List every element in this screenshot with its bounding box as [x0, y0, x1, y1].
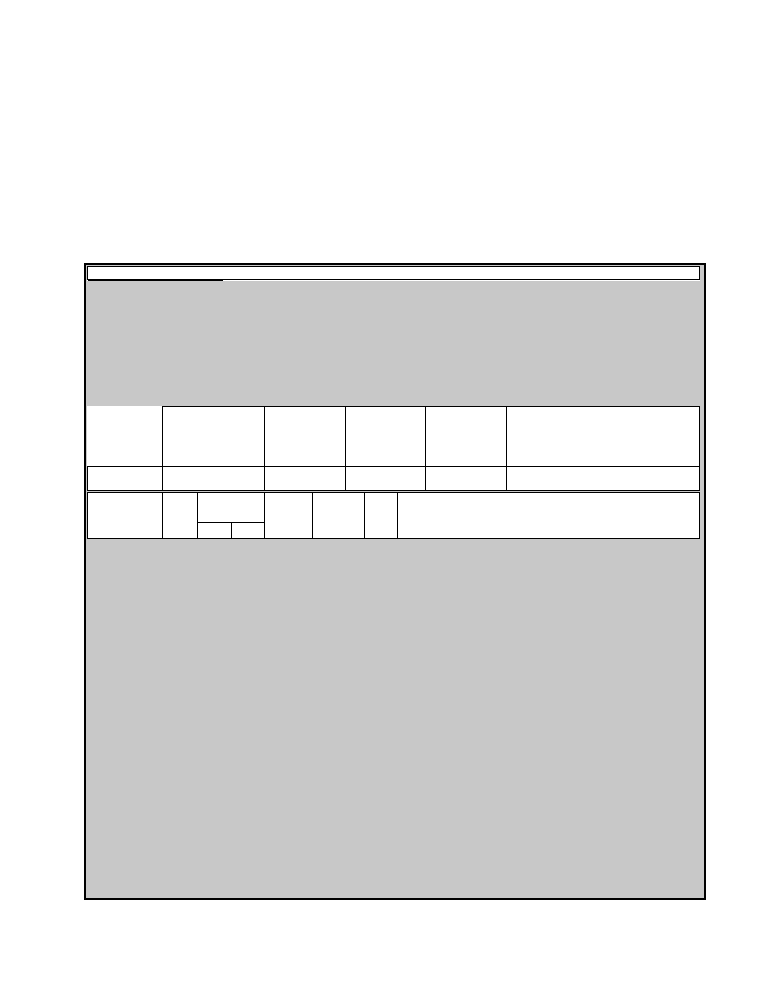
- mid-header-transformed: [162, 407, 264, 467]
- bottom-header-arrangements: [312, 493, 364, 539]
- mid-value-current: [426, 467, 507, 491]
- mid-header-registered: [345, 407, 426, 467]
- mid-header-notes: [507, 407, 700, 467]
- bottom-header-agreements: [197, 493, 264, 523]
- bottom-header-new: [197, 523, 231, 539]
- bottom-header-total: [162, 493, 197, 539]
- bottom-header-notes: [398, 493, 700, 539]
- bottom-header-information: [364, 493, 398, 539]
- mid-value-new: [264, 467, 345, 491]
- agreements-summary-table: [87, 406, 700, 491]
- top-header-blank: [88, 280, 223, 281]
- applications-table: [87, 492, 700, 539]
- mid-header-new: [264, 407, 345, 467]
- mid-header-current: [426, 407, 507, 467]
- mid-note: [507, 467, 700, 491]
- mid-value-transformed: [162, 467, 264, 491]
- mid-header-blank: [88, 407, 163, 467]
- registration-stats-table: [87, 266, 700, 281]
- bottom-header-protocols: [264, 493, 312, 539]
- mid-row-period: [88, 467, 163, 491]
- bottom-header-transformed: [231, 523, 264, 539]
- bottom-header-applications: [88, 493, 163, 539]
- mid-value-registered: [345, 467, 426, 491]
- tables-frame: [84, 263, 706, 900]
- top-table-caption: [88, 267, 700, 280]
